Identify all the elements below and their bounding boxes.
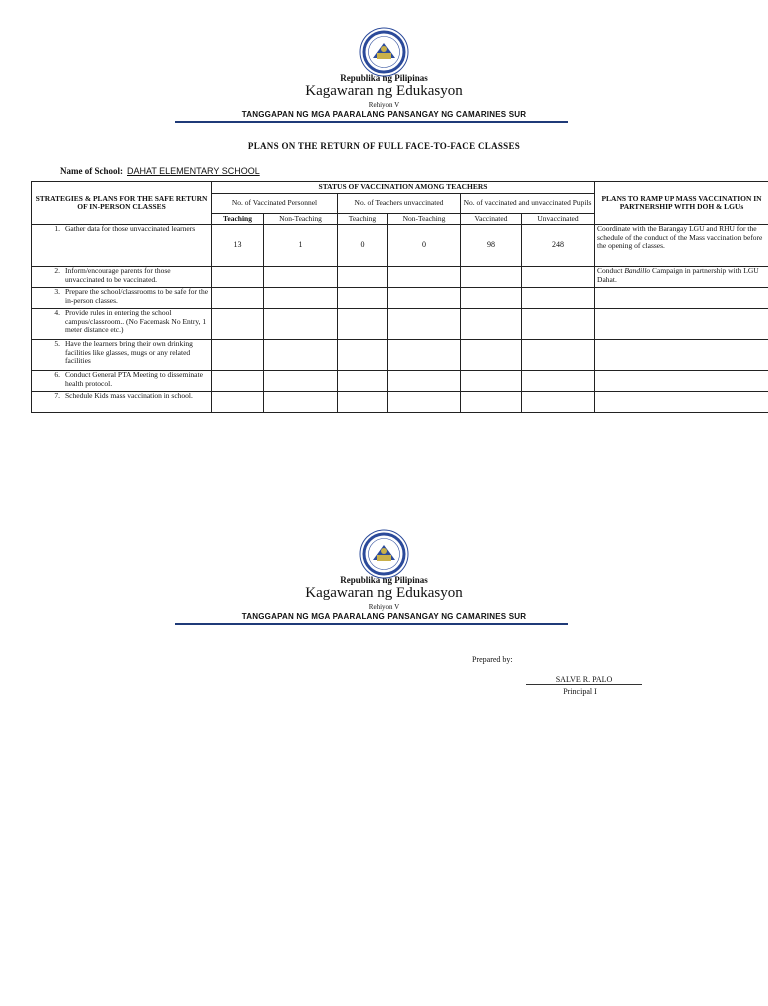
office-heading: TANGGAPAN NG MGA PAARALANG PANSANGAY NG CAMARINES SUR (241, 612, 527, 621)
republic-heading: Republika ng Pilipinas (340, 575, 428, 585)
status-header: STATUS OF VACCINATION AMONG TEACHERS (212, 182, 595, 194)
strategy-cell (32, 288, 212, 309)
strategy-text: Have the learners bring their own drinking facilities like glasses, mugs or any related facilities (65, 339, 193, 365)
table-row (32, 340, 768, 371)
strategy-cell (32, 371, 212, 392)
vaccination-plan-table (31, 181, 768, 413)
row-number: 7. (54, 391, 60, 400)
pupils-header: No. of vaccinated and unvaccinated Pupils (461, 194, 595, 214)
pupils-vaccinated-cell: 98 (461, 225, 522, 267)
strategy-text: Schedule Kids mass vaccination in school. (65, 391, 193, 400)
header-rule (175, 623, 568, 625)
signatory-position: Principal I (563, 687, 597, 696)
strategy-cell (32, 267, 212, 288)
header-rule (175, 121, 568, 123)
vp-teaching-header: Teaching (212, 214, 264, 225)
row-number: 2. (54, 266, 60, 275)
strategy-cell (32, 340, 212, 371)
deped-seal-icon (359, 27, 409, 77)
tu-nonteaching-header: Non-Teaching (388, 214, 461, 225)
department-heading: Kagawaran ng Edukasyon (305, 83, 463, 99)
row-number: 4. (54, 308, 60, 317)
plan-cell: Coordinate with the Barangay LGU and RHU for the schedule of the conduct of the Mass vaccination before the opening of classes. (595, 225, 768, 267)
signatory-name: SALVE R. PALO (526, 675, 642, 685)
table-row (32, 309, 768, 340)
strategy-text: Prepare the school/classrooms to be safe for the in-person classes. (65, 287, 209, 305)
vp-nonteaching-cell: 1 (264, 225, 338, 267)
table-row (32, 392, 768, 413)
tu-nonteaching-cell: 0 (388, 225, 461, 267)
strategy-text: Gather data for those unvaccinated learners (65, 224, 196, 233)
republic-heading: Republika ng Pilipinas (340, 73, 428, 83)
teachers-unvaccinated-header: No. of Teachers unvaccinated (338, 194, 461, 214)
pupils-unvaccinated-header: Unvaccinated (522, 214, 595, 225)
deped-seal-icon (359, 529, 409, 579)
row-number: 3. (54, 287, 60, 296)
strategy-cell (32, 225, 212, 267)
strategy-cell (32, 392, 212, 413)
department-heading: Kagawaran ng Edukasyon (305, 585, 463, 601)
tu-teaching-header: Teaching (338, 214, 388, 225)
row-number: 1. (54, 224, 60, 233)
plans-header: PLANS TO RAMP UP MASS VACCINATION IN PARTNERSHIP WITH DOH & LGUs (595, 182, 768, 225)
vp-teaching-cell: 13 (212, 225, 264, 267)
vaccinated-personnel-header: No. of Vaccinated Personnel (212, 194, 338, 214)
strategy-text: Provide rules in entering the school campus/classroom.. (No Facemask No Entry, 1 meter distance etc.) (65, 308, 207, 334)
region-heading: Rehiyon V (368, 603, 400, 611)
pupils-unvaccinated-cell: 248 (522, 225, 595, 267)
prepared-by-label: Prepared by: (472, 655, 513, 664)
table-row (32, 225, 768, 267)
bandillo-text: Bandillo (624, 266, 651, 275)
table-row (32, 267, 768, 288)
table-row (32, 371, 768, 392)
tu-teaching-cell: 0 (338, 225, 388, 267)
vp-nonteaching-header: Non-Teaching (264, 214, 338, 225)
school-name: DAHAT ELEMENTARY SCHOOL (127, 166, 260, 176)
row-number: 6. (54, 370, 60, 379)
school-label: Name of School: (60, 166, 123, 176)
school-line (60, 161, 260, 179)
strategies-header: STRATEGIES & PLANS FOR THE SAFE RETURN OF IN-PERSON CLASSES (32, 182, 212, 225)
strategy-cell (32, 309, 212, 340)
strategy-text: Conduct General PTA Meeting to disseminate health protocol. (65, 370, 203, 388)
strategy-text: Inform/encourage parents for those unvaccinated to be vaccinated. (65, 266, 171, 284)
table-row (32, 288, 768, 309)
region-heading: Rehiyon V (368, 101, 400, 109)
pupils-vaccinated-header: Vaccinated (461, 214, 522, 225)
row-number: 5. (54, 339, 60, 348)
office-heading: TANGGAPAN NG MGA PAARALANG PANSANGAY NG CAMARINES SUR (241, 110, 527, 119)
plan-cell: Conduct Bandillo Campaign in partnership with LGU Dahat. (595, 267, 768, 288)
document-title: PLANS ON THE RETURN OF FULL FACE-TO-FACE CLASSES (247, 141, 521, 151)
